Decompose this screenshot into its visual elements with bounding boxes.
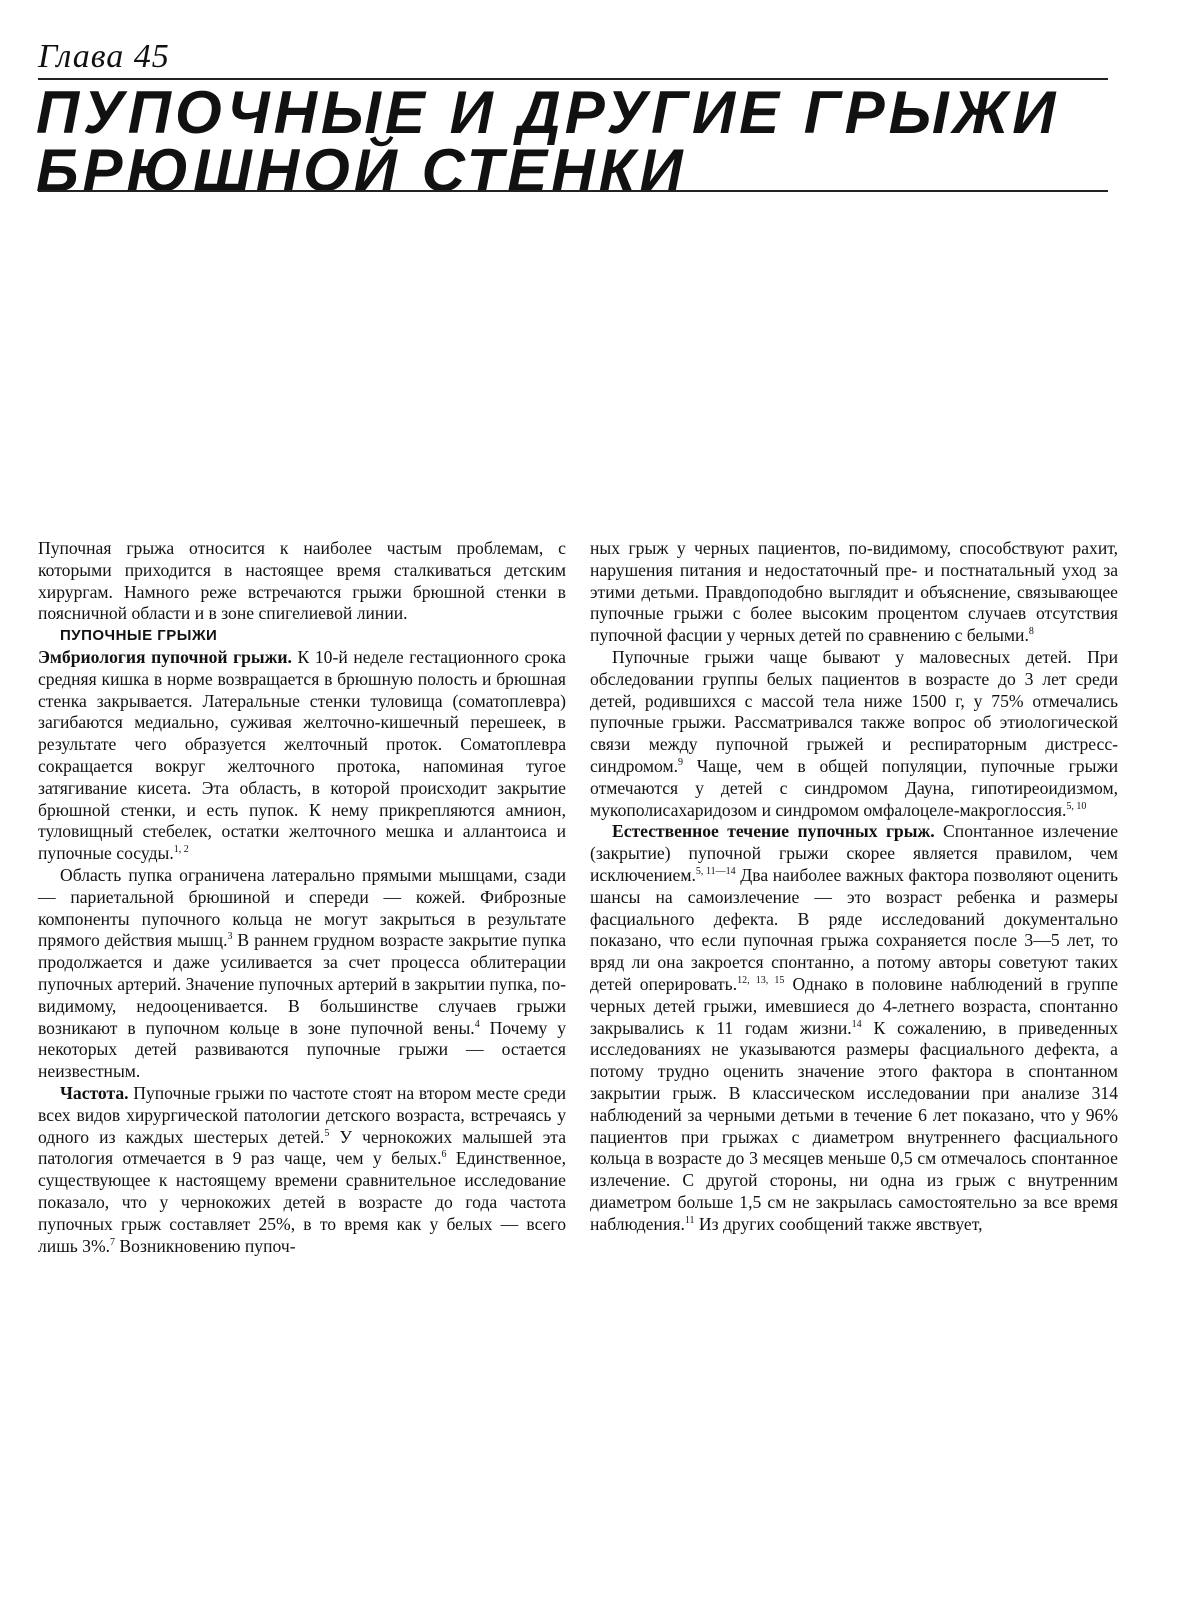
frequency-text-1: Пупочные грыжи по частоте стоят на втором месте среди всех видов хирургической патологии детского возраста, встречаясь у одного из каждых шестерых детей.: [38, 1082, 566, 1147]
low-weight-text-1: Пупочные грыжи чаще бывают у маловесных детей. При обследовании группы белых пациентов в возрасте до 3 лет среди детей, родившихся с массой тела ниже 1500 г, у 75% отмечались пупочные грыжи. Рассматривался также вопрос об этиологической связи между пупочной грыжей и респираторным дистресс-синдромом.: [590, 646, 1118, 776]
area-text-2: В раннем грудном возрасте закрытие пупка продолжается и даже усиливается за счет процесса облитерации пупочных артерий. Значение пупочных артерий в закрытии пупка, по-видимому, недооценивается. В большинстве случаев грыжи возникают в пупочном кольце в зоне пупочной вены.: [38, 930, 566, 1038]
chapter-title: ПУПОЧНЫЕ И ДРУГИЕ ГРЫЖИ БРЮШНОЙ СТЕНКИ: [36, 79, 1060, 204]
embryology-text: К 10-й неделе гестационного срока средняя кишка в норме возвращается в брюшную полость и брюшная стенка закрывается. Латеральные стенки туловища (соматоплевра) загибаются медиально, суживая желточно-кишечный перешеек, в результате чего образуется желточный проток. Соматоплевра сокращается вокруг желточного протока, напоминая тугое затягивание кисета. Эта область, в которой происходит закрытие брюшной стенки, и есть пупок. К нему прикрепляются амнион, туловищный стебелек, остатки желточного мешка и аллантоиса и пупочные сосуды.: [38, 646, 566, 864]
reference-marker: 4: [474, 1018, 480, 1030]
natural-course-paragraph: [590, 821, 1118, 1235]
section-heading: ПУПОЧНЫЕ ГРЫЖИ: [60, 627, 218, 645]
reference-marker: 12, 13, 15: [737, 975, 785, 987]
area-text-3: Почему у некоторых детей развиваются пупочные грыжи — остается неизвестным.: [38, 1017, 566, 1082]
right-column: [590, 538, 1118, 1236]
umbilical-area-paragraph: [38, 865, 566, 1083]
reference-marker: 1, 2: [173, 844, 189, 856]
left-column: [38, 538, 566, 1257]
intro-paragraph: Пупочная грыжа относится к наиболее частым проблемам, с которыми приходится в настоящее время сталкиваться детским хирургам. Намного реже встречаются грыжи брюшной стенки в поясничной области и в зоне спигелиевой линии.: [38, 538, 566, 624]
reference-marker: 7: [110, 1236, 116, 1248]
continuation-text: ных грыж у черных пациентов, по-видимому, способствуют рахит, нарушения питания и недостаточный пре- и постнатальный уход за этими детьми. Правдоподобно выглядит и объяснение, связывающее пупочные грыжи с более высоким процентом случаев отсутствия пупочной фасции у черных детей по сравнению с белыми.: [590, 538, 1118, 646]
reference-marker: 9: [677, 757, 683, 769]
reference-marker: 6: [441, 1149, 447, 1161]
natural-course-title: Естественное течение пупочных грыж.: [612, 821, 935, 842]
reference-marker: 11: [684, 1214, 695, 1226]
frequency-title: Частота.: [60, 1082, 129, 1103]
frequency-text-3: Единственное, существующее к настоящему времени сравнительное исследование показало, что у чернокожих детей в возрасте до года частота пупочных грыж составляет 25%, в то время как у белых — всего лишь 3%.: [38, 1148, 566, 1256]
natural-text-1: Спонтанное излечение (закрытие) пупочной грыжи скорее является правилом, чем исключением.: [590, 821, 1119, 885]
area-text-1: Область пупка ограничена латерально прямыми мышцами, сзади — париетальной брюшиной и спереди — кожей. Фиброзные компоненты пупочного кольца не могут закрыться в результате прямого действия мышц.: [38, 864, 566, 951]
reference-marker: 8: [1028, 626, 1034, 638]
reference-marker: 14: [851, 1018, 862, 1030]
natural-text-3: Однако в половине наблюдений в группе черных детей грыжи, имевшиеся до 4-летнего возраста, спонтанно закрывались к 11 годам жизни.: [590, 973, 1118, 1038]
natural-text-4: К сожалению, в приведенных исследованиях не указываются размеры фасциального дефекта, а потому трудно оценить значение этого фактора в спонтанном закрытии грыж. В классическом исследовании при анализе 314 наблюдений за черными детьми в течение 6 лет показано, что у 96% пациентов при грыжах с диаметром внутреннего фасциального кольца в возрасте до 3 месяцев меньше 0,5 см отмечалось спонтанное излечение. С другой стороны, ни одна из грыж с внутренним диаметром больше 1,5 см не закрылась самостоятельно за все время наблюдения.: [590, 1017, 1118, 1234]
title-rule-bottom: [38, 190, 1108, 192]
low-weight-text-2: Чаще, чем в общей популяции, пупочные грыжи отмечаются у детей с синдромом Дауна, гипотиреоидизмом, мукополисахаридозом и синдромом омфалоцеле-макроглоссия.: [590, 755, 1118, 820]
reference-marker: 3: [227, 931, 233, 943]
embryology-title: Эмбриология пупочной грыжи.: [38, 646, 292, 667]
chapter-label: Глава 45: [38, 38, 170, 75]
natural-text-2: Два наиболее важных фактора позволяют оценить шансы на самоизлечение — это возраст ребенка и размеры фасциального дефекта. В ряде исследований документально показано, что если пупочная грыжа сохраняется после 3—5 лет, то вряд ли она закроется спонтанно, а потому авторы советуют таких детей оперировать.: [590, 864, 1118, 994]
reference-marker: 5: [324, 1127, 330, 1139]
reference-marker: 5, 11—14: [695, 866, 736, 878]
frequency-text-2: У чернокожих малышей эта патология отмечается в 9 раз чаще, чем у белых.: [38, 1126, 566, 1169]
natural-text-5: Из других сообщений также явствует,: [694, 1213, 983, 1234]
low-weight-paragraph: [590, 647, 1118, 821]
reference-marker: 5, 10: [1066, 800, 1087, 812]
frequency-paragraph: [38, 1083, 566, 1257]
embryology-paragraph: [38, 647, 566, 865]
continuation-paragraph: [590, 538, 1118, 647]
frequency-text-4: Возникновению пупоч-: [115, 1235, 296, 1256]
